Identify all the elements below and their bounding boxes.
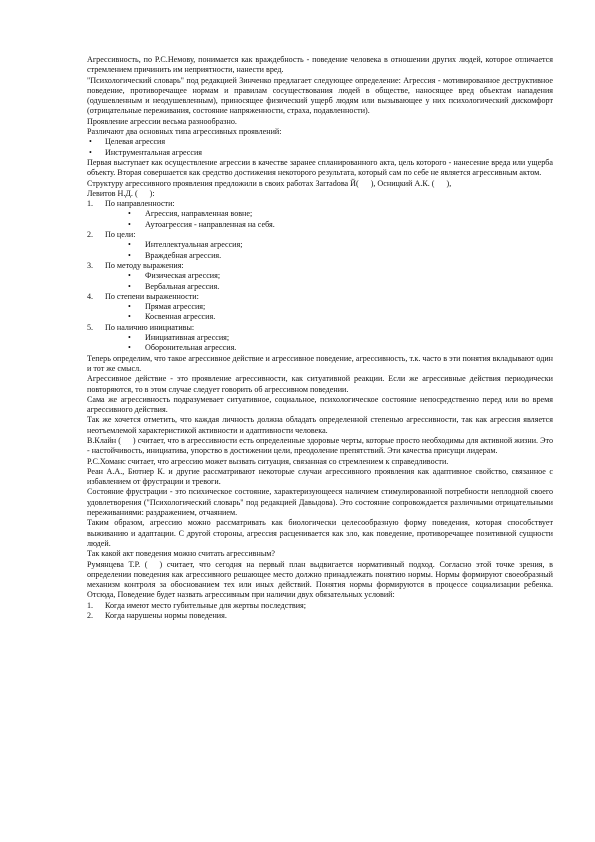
- list-item: • Аутоагрессия - направленная на себя.: [105, 220, 553, 230]
- list-item: 5. По наличию инициативы: • Инициативная агрессия; • Оборонительная агрессия.: [87, 323, 553, 354]
- paragraph-definitions: Теперь определим, что такое агрессивное действие и агрессивное поведение, агрессивность, т.к. часто в эти понятия вкладывают один и тот же смысл.: [87, 353, 553, 373]
- sub-list: [105, 302, 553, 323]
- sub-list: [105, 240, 553, 261]
- list-item: 4. По степени выраженности: • Прямая агрессия; • Косвенная агрессия.: [87, 292, 553, 323]
- paragraph-personality: Так же хочется отметить, что каждая личность должна обладать определенной степенью агрессивности, так как агрессия является неотъемлемой характеристикой активности и адаптивности человека.: [87, 415, 553, 435]
- sub-list: [105, 271, 553, 292]
- paragraph-adaptation: Таким образом, агрессию можно рассматривать как биологически целесообразную форму поведения, которая способствует выживанию и адаптации. С другой стороны, агрессия расценивается как зло, как поведение, противоречащее позитивной сущности людей.: [87, 518, 553, 548]
- paragraph-aggressiveness: Сама же агрессивность подразумевает ситуативное, социальное, психологическое состояние непосредственно перед или во время агрессивного действия.: [87, 394, 553, 415]
- conditions-list: [87, 601, 553, 622]
- list-item: • Прямая агрессия;: [105, 302, 553, 312]
- types-list: [87, 137, 553, 158]
- paragraph-dictionary-definition: "Психологический словарь" под редакцией Зинченко предлагает следующее определение: Агрессия - мотивированное деструктивное поведение, противоречащее нормам и правилам сосуществования людей в обществе, наносящее вред объектам нападения (одушевленным и неодушевленным), приносящее физический ущерб людям или вызывающее у них психологический дискомфорт (отрицательные переживания, состояние напряженности, страха, подавленности).: [87, 75, 553, 116]
- list-item: 2. Когда нарушены нормы поведения.: [87, 611, 227, 621]
- paragraph-structure-authors: Структуру агрессивного проявления предложили в своих работах Загradова Й( ), Осницкий А.К. ( ), Левитов Н.Д. ( ):: [87, 178, 452, 198]
- paragraph-aggressive-action: Агрессивное действие - это проявление агрессивности, как ситуативной реакции. Если же агрессивные действия периодически повторяются, то в этом случае следует говорить об агрессивном поведении.: [87, 374, 553, 394]
- paragraph-rumyantseva: Румянцева Т.Р. ( ) считает, что сегодня на первый план выдвигается нормативный подход. Согласно этой точке зрения, в определении поведения как агрессивного решающее место должно принадлежать понятию нормы. Нормы формируют своеобразный механизм контроля за обоснованием тех или иных действий. Понятия нормы формируются в процессе социализации ребенка. Отсюда, Поведение будет назвать агрессивным при наличии двух обязательных условий:: [87, 559, 554, 600]
- list-item: • Интеллектуальная агрессия;: [105, 240, 553, 250]
- paragraph-klein: В.Клайн ( ) считает, что в агрессивности есть определенные здоровые черты, которые просто необходимы для активной жизни. Это - настойчивость, инициатива, упорство в достижении цели, преодоление препятствий. Эти качества присущи лидерам.: [87, 435, 553, 456]
- paragraph-nemov: Агрессивность, по Р.С.Немову, понимается как враждебность - поведение человека в отношении других людей, которое отличается стремлением причинить им неприятности, нанести вред.: [87, 55, 553, 75]
- paragraph-types-explanation: Первая выступает как осуществление агрессии в качестве заранее спланированного акта, цель которого - нанесение вреда или ущерба объекту. Вторая совершается как средство достижения некоторого результата, который сам по себе не является агрессивным актом.: [87, 157, 553, 178]
- list-item: • Физическая агрессия;: [105, 271, 553, 281]
- list-item: • Инициативная агрессия;: [105, 333, 553, 343]
- list-item: • Оборонительная агрессия.: [105, 343, 553, 353]
- paragraph-homans: Р.С.Хоманс считает, что агрессию может вызвать ситуация, связанная со стремлением к справедливости.: [87, 456, 449, 466]
- sub-list: [105, 333, 553, 354]
- list-item: • Инструментальная агрессия: [87, 148, 553, 158]
- paragraph-question: Так какой акт поведения можно считать агрессивным?: [87, 549, 275, 559]
- paragraph-rean: Реан А.А., Бютнер К. и другие рассматривают некоторые случаи агрессивного проявления как адаптивное свойство, связанное с избавлением от фрустрации и тревоги.: [87, 466, 553, 487]
- list-item: 2. По цели: • Интеллектуальная агрессия; • Враждебная агрессия.: [87, 230, 553, 261]
- paragraph-variety: Проявление агрессии весьма разнообразно.: [87, 116, 237, 126]
- list-item: • Вербальная агрессия.: [105, 282, 553, 292]
- sub-list: [105, 209, 553, 230]
- list-item: • Косвенная агрессия.: [105, 312, 553, 322]
- document-page: [87, 55, 553, 621]
- paragraph-two-types: Различают два основных типа агрессивных проявлений:: [87, 127, 282, 137]
- list-item: 1. По направленности: • Агрессия, направленная вовне; • Аутоагрессия - направленная на себя.: [87, 199, 553, 230]
- list-item: • Агрессия, направленная вовне;: [105, 209, 553, 219]
- paragraph-frustration: Состояние фрустрации - это психическое состояние, характеризующееся наличием стимулированной потребности неплодной своего удовлетворения ("Психологический словарь" под редакцией Давыдова). Это состояние сопровождается различными отрицательными переживаниями: раздражением, отчаянием.: [87, 487, 553, 518]
- list-item: • Враждебная агрессия.: [105, 251, 553, 261]
- list-item: 3. По методу выражения: • Физическая агрессия; • Вербальная агрессия.: [87, 261, 553, 292]
- structure-list: [87, 199, 553, 353]
- list-item: 1. Когда имеют место губительные для жертвы последствия;: [87, 600, 307, 610]
- list-item: • Целевая агрессия: [87, 137, 553, 147]
